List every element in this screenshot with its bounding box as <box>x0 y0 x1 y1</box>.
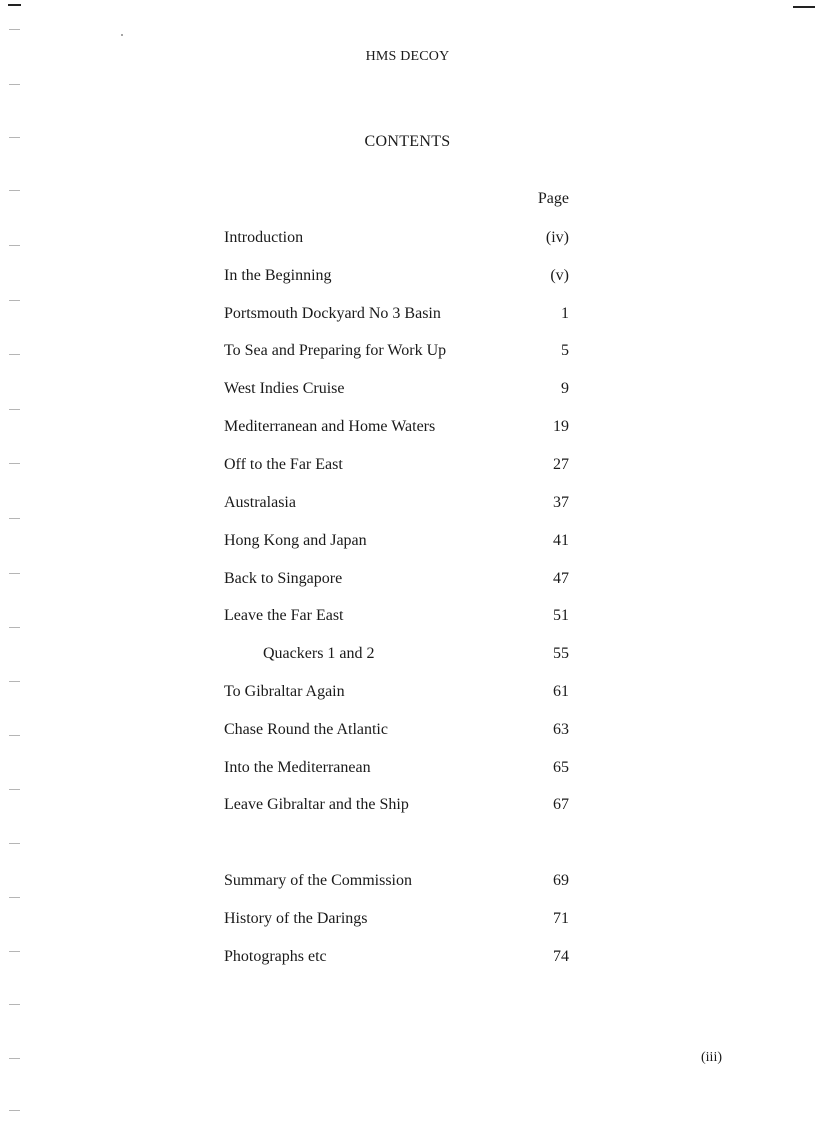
toc-entry-title: To Gibraltar Again <box>224 683 345 700</box>
toc-entry <box>224 456 569 478</box>
toc-entry-page: 51 <box>553 607 569 624</box>
toc-entry <box>224 683 569 705</box>
toc-entry <box>224 494 569 516</box>
toc-entry-title: Chase Round the Atlantic <box>224 721 388 738</box>
margin-mark <box>9 409 20 410</box>
toc-entry <box>224 267 569 289</box>
margin-mark <box>9 190 20 191</box>
toc-entry <box>224 607 569 629</box>
margin-mark <box>9 681 20 682</box>
margin-mark <box>9 1110 20 1111</box>
margin-mark <box>9 735 20 736</box>
margin-mark <box>9 951 20 952</box>
toc-entry-page: 37 <box>553 494 569 511</box>
toc-entry-page: 41 <box>553 532 569 549</box>
margin-mark <box>9 29 20 30</box>
toc-entry <box>224 418 569 440</box>
toc-entry-title: Quackers 1 and 2 <box>263 645 375 662</box>
toc-entry-title: Australasia <box>224 494 296 511</box>
toc-entry-page: 5 <box>561 342 569 359</box>
margin-mark <box>9 354 20 355</box>
toc-entry <box>224 229 569 251</box>
margin-mark <box>9 573 20 574</box>
margin-mark <box>9 245 20 246</box>
toc-entry-page: 9 <box>561 380 569 397</box>
toc-entry-page: 1 <box>561 305 569 322</box>
margin-mark <box>9 1058 20 1059</box>
page-column-header: Page <box>537 190 569 207</box>
running-header: HMS DECOY <box>365 49 450 64</box>
binding-margin-marks <box>9 0 23 1122</box>
toc-entry <box>224 721 569 743</box>
margin-mark <box>9 843 20 844</box>
margin-mark <box>9 1004 20 1005</box>
page-title: CONTENTS <box>364 133 451 150</box>
scan-corner-mark <box>793 6 815 8</box>
margin-mark <box>9 518 20 519</box>
toc-entry-title: Introduction <box>224 229 304 246</box>
toc-entry-title: Leave the Far East <box>224 607 344 624</box>
toc-entry-page: 27 <box>553 456 569 473</box>
toc-entry-title: Back to Singapore <box>224 570 343 587</box>
toc-entry-page: 71 <box>553 910 569 927</box>
toc-entry-title: Mediterranean and Home Waters <box>224 418 436 435</box>
toc-entry-title: Summary of the Commission <box>224 872 412 889</box>
toc-entry-page: 65 <box>553 759 569 776</box>
toc-subentry <box>224 645 569 667</box>
toc-entry <box>224 948 569 970</box>
toc-entry-title: West Indies Cruise <box>224 380 345 397</box>
toc-entry <box>224 570 569 592</box>
toc-entry-title: Hong Kong and Japan <box>224 532 367 549</box>
toc-entry-title: Into the Mediterranean <box>224 759 371 776</box>
toc-entry <box>224 380 569 402</box>
toc-entry-page: 47 <box>553 570 569 587</box>
toc-entry-page: 61 <box>553 683 569 700</box>
toc-entry <box>224 305 569 327</box>
toc-entry-page: 19 <box>553 418 569 435</box>
toc-entry-page: (iv) <box>545 229 569 246</box>
margin-mark <box>9 789 20 790</box>
toc-entry <box>224 872 569 894</box>
toc-entry-page: 67 <box>553 796 569 813</box>
scan-speck <box>121 34 123 36</box>
toc-entry-title: To Sea and Preparing for Work Up <box>224 342 447 359</box>
toc-entry-title: Off to the Far East <box>224 456 343 473</box>
margin-mark <box>9 463 20 464</box>
toc-entry <box>224 910 569 932</box>
margin-mark <box>9 84 20 85</box>
toc-entry-page: 55 <box>553 645 569 662</box>
toc-entry-title: Photographs etc <box>224 948 327 965</box>
toc-entry-page: 69 <box>553 872 569 889</box>
toc-entry <box>224 342 569 364</box>
margin-mark <box>9 627 20 628</box>
margin-mark <box>9 897 20 898</box>
toc-entry <box>224 532 569 554</box>
toc-entry <box>224 796 569 818</box>
toc-entry-title: History of the Darings <box>224 910 368 927</box>
toc-entry <box>224 759 569 781</box>
margin-mark <box>9 300 20 301</box>
footer-page-number: (iii) <box>701 1050 722 1065</box>
toc-entry-title: In the Beginning <box>224 267 332 284</box>
toc-entry-page: 63 <box>553 721 569 738</box>
toc-entry-title: Leave Gibraltar and the Ship <box>224 796 409 813</box>
toc-entry-page: (v) <box>550 267 569 284</box>
toc-entry-page: 74 <box>553 948 569 965</box>
toc-entry-title: Portsmouth Dockyard No 3 Basin <box>224 305 441 322</box>
